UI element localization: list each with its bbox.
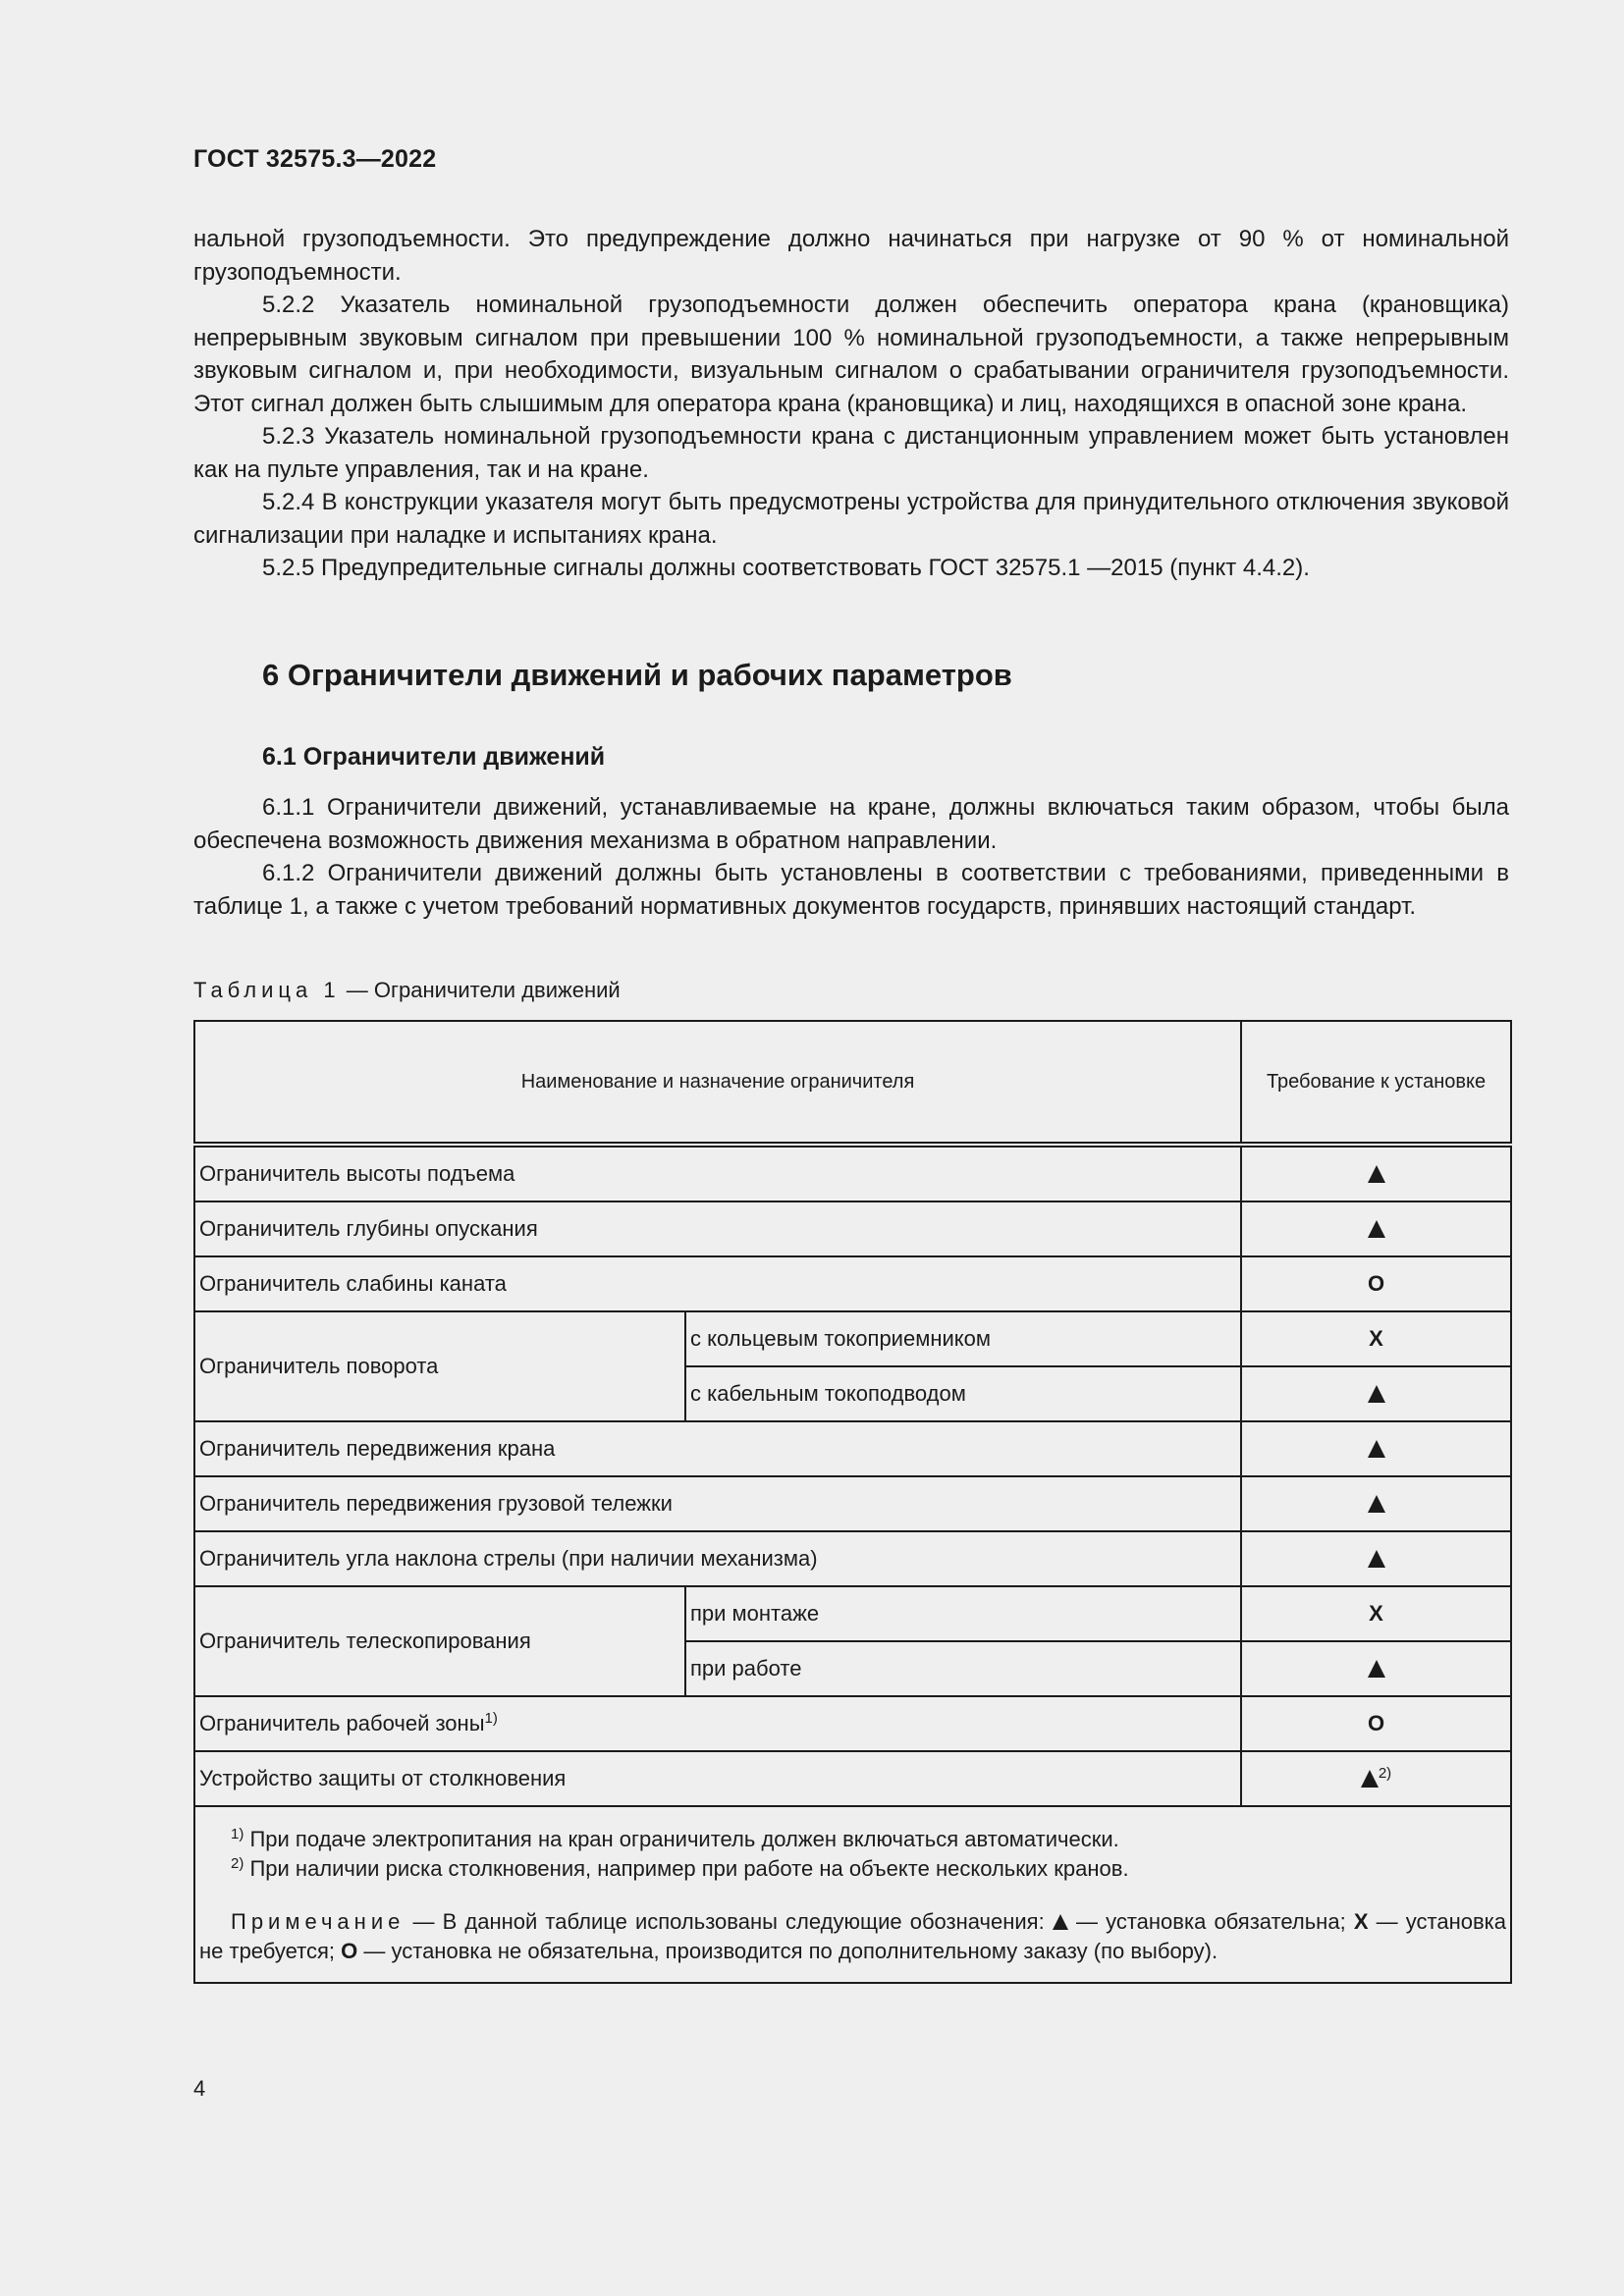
mandatory-triangle-icon (1368, 1220, 1385, 1238)
note-mandatory-text: — установка обязательна; (1067, 1909, 1354, 1934)
row-name: Ограничитель передвижения грузовой тележки (194, 1476, 1241, 1531)
note-o-symbol: O (341, 1939, 358, 1963)
column-header-requirement: Требование к установке (1241, 1021, 1511, 1145)
mandatory-triangle-icon (1361, 1770, 1379, 1788)
requirement-cell (1241, 1641, 1511, 1696)
column-header-name: Наименование и назначение ограничителя (194, 1021, 1241, 1145)
table-row (194, 1256, 1511, 1311)
table-row (194, 1586, 1511, 1641)
section-6-title: 6 Ограничители движений и рабочих параметров (262, 658, 1012, 692)
footnote-text: При наличии риска столкновения, например при работе на объекте нескольких кранов. (249, 1856, 1129, 1881)
row-subname: с кабельным токоподводом (685, 1366, 1241, 1421)
mandatory-triangle-icon (1368, 1660, 1385, 1678)
row-name: Ограничитель угла наклона стрелы (при наличии механизма) (194, 1531, 1241, 1586)
row-subname: при монтаже (685, 1586, 1241, 1641)
paragraph-5-2-4: 5.2.4 В конструкции указателя могут быть предусмотрены устройства для принудительного отключения звуковой сигнализации при наладке и испытаниях крана. (193, 489, 1509, 549)
requirement-cell (1241, 1751, 1511, 1806)
paragraph: нальной грузоподъемности. Это предупреждение должно начинаться при нагрузке от 90 % от номинальной грузоподъемности. (193, 226, 1509, 286)
mandatory-triangle-icon (1368, 1495, 1385, 1513)
note-o-text: — установка не обязательна, производится по дополнительному заказу (по выбору). (357, 1939, 1218, 1963)
section-6-text (193, 791, 1509, 923)
paragraph-5-2-5: 5.2.5 Предупредительные сигналы должны соответствовать ГОСТ 32575.1 —2015 (пункт 4.4.2). (262, 555, 1310, 581)
row-subname: при работе (685, 1641, 1241, 1696)
note-intro: — В данной таблице использованы следующие обозначения: (405, 1909, 1053, 1934)
table-caption (193, 978, 621, 1003)
requirement-cell-optional: O (1241, 1696, 1511, 1751)
requirement-cell (1241, 1366, 1511, 1421)
row-name: Ограничитель высоты подъема (194, 1145, 1241, 1201)
table-1 (193, 1020, 1510, 1984)
requirement-cell (1241, 1476, 1511, 1531)
paragraph-5-2-3: 5.2.3 Указатель номинальной грузоподъемности крана с дистанционным управлением может быть установлен как на пульте управления, так и на кране. (193, 423, 1509, 483)
section-5-text (193, 223, 1509, 585)
footnote-mark: 2) (231, 1855, 244, 1872)
table-row (194, 1421, 1511, 1476)
row-name: Ограничитель глубины опускания (194, 1201, 1241, 1256)
table-row (194, 1751, 1511, 1806)
row-name-text: Ограничитель рабочей зоны (199, 1711, 485, 1735)
row-name-group: Ограничитель поворота (194, 1311, 685, 1421)
mandatory-triangle-icon (1368, 1440, 1385, 1458)
requirement-cell-not-required: X (1241, 1311, 1511, 1366)
row-subname: с кольцевым токоприемником (685, 1311, 1241, 1366)
table-note (199, 1907, 1506, 1966)
requirement-cell (1241, 1145, 1511, 1201)
page-number: 4 (193, 2076, 206, 2101)
mandatory-triangle-icon (1368, 1165, 1385, 1183)
requirement-cell-not-required: X (1241, 1586, 1511, 1641)
table-notes-row (194, 1806, 1511, 1983)
table-notes (194, 1806, 1511, 1983)
footnote-1 (199, 1825, 1506, 1854)
requirement-cell (1241, 1531, 1511, 1586)
row-name: Ограничитель слабины каната (194, 1256, 1241, 1311)
row-name (194, 1696, 1241, 1751)
footnote-mark: 1) (231, 1826, 244, 1842)
row-name-group: Ограничитель телескопирования (194, 1586, 685, 1696)
note-label: Примечание (231, 1909, 406, 1934)
subsection-6-1-title: 6.1 Ограничители движений (262, 743, 606, 771)
requirement-cell-optional: O (1241, 1256, 1511, 1311)
table-header-row (194, 1021, 1511, 1145)
table-row (194, 1531, 1511, 1586)
table-row (194, 1311, 1511, 1366)
table-row (194, 1476, 1511, 1531)
note-x-text: — установка не требуется; (199, 1909, 1506, 1963)
requirement-cell (1241, 1201, 1511, 1256)
table-row (194, 1201, 1511, 1256)
paragraph-6-1-1: 6.1.1 Ограничители движений, устанавливаемые на кране, должны включаться таким образом, чтобы была обеспечена возможность движения механизма в обратном направлении. (193, 794, 1509, 854)
table-caption-text: — Ограничители движений (340, 978, 621, 1002)
row-name: Устройство защиты от столкновения (194, 1751, 1241, 1806)
footnote-ref: 2) (1378, 1765, 1392, 1782)
document-id-header: ГОСТ 32575.3—2022 (193, 145, 437, 173)
mandatory-triangle-icon (1368, 1550, 1385, 1568)
table-row (194, 1145, 1511, 1201)
footnote-2 (199, 1854, 1506, 1884)
mandatory-triangle-icon (1368, 1385, 1385, 1403)
row-name: Ограничитель передвижения крана (194, 1421, 1241, 1476)
footnote-text: При подаче электропитания на кран ограничитель должен включаться автоматически. (249, 1827, 1119, 1851)
paragraph-6-1-2: 6.1.2 Ограничители движений должны быть установлены в соответствии с требованиями, приведенными в таблице 1, а также с учетом требований нормативных документов государств, принявших настоящий стандарт. (193, 860, 1509, 920)
table-row (194, 1696, 1511, 1751)
requirement-cell (1241, 1421, 1511, 1476)
note-x-symbol: X (1353, 1909, 1369, 1934)
footnote-ref: 1) (484, 1710, 498, 1727)
table-caption-label: Таблица 1 (193, 978, 341, 1002)
mandatory-triangle-icon (1053, 1914, 1068, 1930)
paragraph-5-2-2: 5.2.2 Указатель номинальной грузоподъемности должен обеспечить оператора крана (крановщика) непрерывным звуковым сигналом при превышении 100 % номинальной грузоподъемности, а также непрерывным звуковым сигналом и, при необходимости, визуальным сигналом о срабатывании ограничителя грузоподъемности. Этот сигнал должен быть слышимым для оператора крана (крановщика) и лиц, находящихся в опасной зоне крана. (193, 292, 1509, 417)
